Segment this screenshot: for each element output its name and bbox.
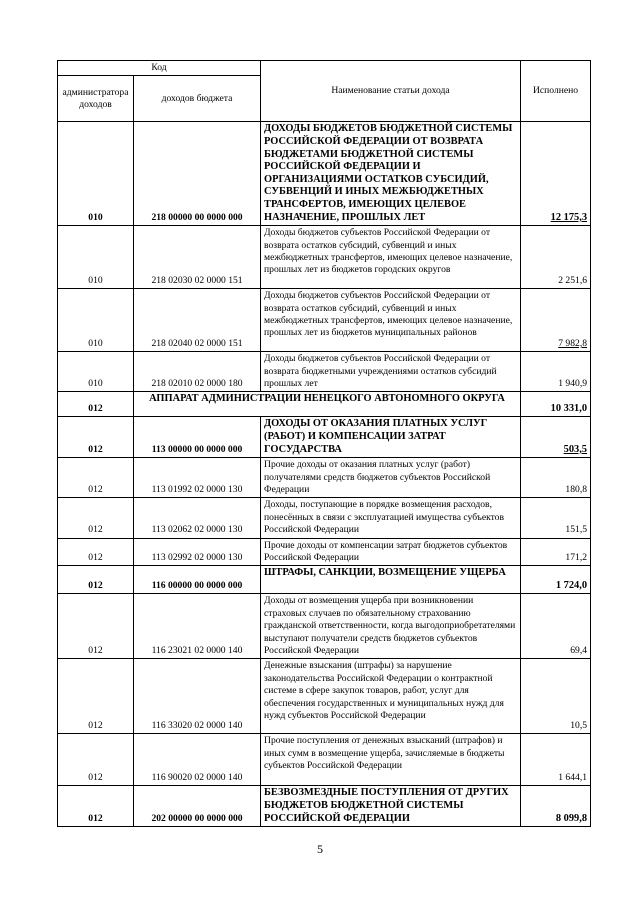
revenue-name: Прочие доходы от оказания платных услуг (работ) получателями средств бюджетов субъектов Российской Федерации [261, 458, 521, 498]
revenue-code: 218 02040 02 0000 151 [134, 289, 261, 352]
revenue-code: 202 00000 00 0000 000 [134, 786, 261, 827]
revenue-code: 113 02992 02 0000 130 [134, 538, 261, 566]
revenue-table [57, 60, 591, 827]
revenue-name: Прочие доходы от компенсации затрат бюджетов субъектов Российской Федерации [261, 538, 521, 566]
header-revenue-code: доходов бюджета [134, 76, 261, 122]
revenue-name: Доходы бюджетов субъектов Российской Федерации от возврата бюджетными учреждениями остатков субсидий прошлых лет [261, 352, 521, 392]
revenue-name: Доходы от возмещения ущерба при возникновении страховых случаев по обязательному страхованию гражданской ответственности, когда выгодоприобретателями выступают получатели средств бюджетов субъектов Российской Федерации [261, 594, 521, 659]
revenue-name: Прочие поступления от денежных взысканий (штрафов) и иных сумм в возмещение ущерба, зачисляемые в бюджеты субъектов Российской Федерации [261, 734, 521, 786]
amount: 151,5 [521, 498, 591, 538]
admin-code: 012 [58, 538, 134, 566]
revenue-code: 113 00000 00 0000 000 [134, 417, 261, 458]
revenue-name: ДОХОДЫ БЮДЖЕТОВ БЮДЖЕТНОЙ СИСТЕМЫ РОССИЙСКОЙ ФЕДЕРАЦИИ ОТ ВОЗВРАТА БЮДЖЕТАМИ БЮДЖЕТНОЙ СИСТЕМЫ РОССИЙСКОЙ ФЕДЕРАЦИИ И ОРГАНИЗАЦИЯМИ ОСТАТКОВ СУБСИДИЙ, СУБВЕНЦИЙ И ИНЫХ МЕЖБЮДЖЕТНЫХ ТРАНСФЕРТОВ, ИМЕЮЩИХ ЦЕЛЕВОЕ НАЗНАЧЕНИЕ, ПРОШЛЫХ ЛЕТ [261, 122, 521, 226]
table-row [58, 289, 591, 352]
table-row [58, 392, 591, 417]
revenue-name: ДОХОДЫ ОТ ОКАЗАНИЯ ПЛАТНЫХ УСЛУГ (РАБОТ) И КОМПЕНСАЦИИ ЗАТРАТ ГОСУДАРСТВА [261, 417, 521, 458]
header-name: Наименование статьи дохода [261, 61, 521, 122]
admin-code: 012 [58, 786, 134, 827]
revenue-code: 116 33020 02 0000 140 [134, 659, 261, 734]
amount: 1 940,9 [521, 352, 591, 392]
revenue-name: ШТРАФЫ, САНКЦИИ, ВОЗМЕЩЕНИЕ УЩЕРБА [261, 566, 521, 594]
table-row [58, 786, 591, 827]
table-row [58, 594, 591, 659]
admin-code: 010 [58, 122, 134, 226]
admin-code: 012 [58, 659, 134, 734]
department-name: АППАРАТ АДМИНИСТРАЦИИ НЕНЕЦКОГО АВТОНОМНОГО ОКРУГА [134, 392, 521, 417]
table-row [58, 538, 591, 566]
amount: 171,2 [521, 538, 591, 566]
revenue-code: 218 02010 02 0000 180 [134, 352, 261, 392]
amount: 503,5 [521, 417, 591, 458]
admin-code: 010 [58, 289, 134, 352]
amount: 1 724,0 [521, 566, 591, 594]
revenue-code: 218 00000 00 0000 000 [134, 122, 261, 226]
admin-code: 010 [58, 352, 134, 392]
table-row [58, 498, 591, 538]
amount: 8 099,8 [521, 786, 591, 827]
table-row [58, 226, 591, 289]
revenue-name: Доходы бюджетов субъектов Российской Федерации от возврата остатков субсидий, субвенций и иных межбюджетных трансфертов, имеющих целевое назначение, прошлых лет из бюджетов муниципальных районов [261, 289, 521, 352]
table-row [58, 458, 591, 498]
revenue-code: 116 00000 00 0000 000 [134, 566, 261, 594]
admin-code: 012 [58, 498, 134, 538]
revenue-name: Доходы, поступающие в порядке возмещения расходов, понесённых в связи с эксплуатацией имущества субъектов Российской Федерации [261, 498, 521, 538]
amount: 1 644,1 [521, 734, 591, 786]
revenue-code: 116 23021 02 0000 140 [134, 594, 261, 659]
amount: 10,5 [521, 659, 591, 734]
amount: 69,4 [521, 594, 591, 659]
admin-code: 012 [58, 417, 134, 458]
amount: 7 982,8 [521, 289, 591, 352]
revenue-code: 116 90020 02 0000 140 [134, 734, 261, 786]
amount: 10 331,0 [521, 392, 591, 417]
revenue-name: БЕЗВОЗМЕЗДНЫЕ ПОСТУПЛЕНИЯ ОТ ДРУГИХ БЮДЖЕТОВ БЮДЖЕТНОЙ СИСТЕМЫ РОССИЙСКОЙ ФЕДЕРАЦИИ [261, 786, 521, 827]
revenue-code: 218 02030 02 0000 151 [134, 226, 261, 289]
table-row [58, 352, 591, 392]
header-code: Код [58, 61, 261, 76]
header-done: Исполнено [521, 61, 591, 122]
admin-code: 012 [58, 458, 134, 498]
revenue-code: 113 02062 02 0000 130 [134, 498, 261, 538]
table-row [58, 417, 591, 458]
amount: 12 175,3 [521, 122, 591, 226]
revenue-name: Доходы бюджетов субъектов Российской Федерации от возврата остатков субсидий, субвенций и иных межбюджетных трансфертов, имеющих целевое назначение, прошлых лет из бюджетов городских округов [261, 226, 521, 289]
table-row [58, 566, 591, 594]
admin-code: 012 [58, 734, 134, 786]
admin-code: 010 [58, 226, 134, 289]
amount: 2 251,6 [521, 226, 591, 289]
revenue-code: 113 01992 02 0000 130 [134, 458, 261, 498]
table-row [58, 122, 591, 226]
admin-code: 012 [58, 594, 134, 659]
table-row [58, 734, 591, 786]
header-admin: администратора доходов [58, 76, 134, 122]
revenue-name: Денежные взыскания (штрафы) за нарушение законодательства Российской Федерации о контрактной системе в сфере закупок товаров, работ, услуг для обеспечения государственных и муниципальных нужд для нужд субъектов Российской Федерации [261, 659, 521, 734]
table-row [58, 659, 591, 734]
admin-code: 012 [58, 566, 134, 594]
page-number: 5 [317, 842, 323, 856]
amount: 180,8 [521, 458, 591, 498]
admin-code: 012 [58, 392, 134, 417]
